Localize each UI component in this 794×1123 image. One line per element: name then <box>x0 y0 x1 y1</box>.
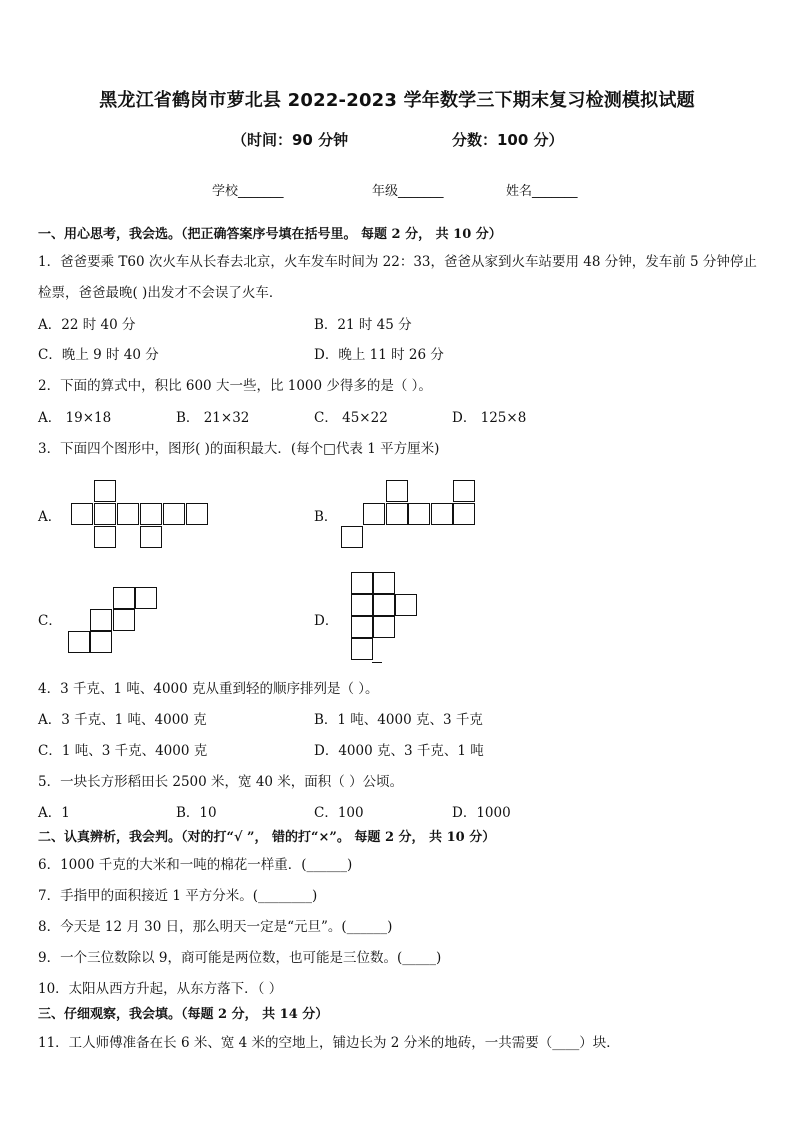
q4-option-d: D．4000 克、3 千克、1 吨 <box>314 743 484 759</box>
q2-option-b: B． 21×32 <box>176 410 250 426</box>
q4-option-c: C．1 吨、3 千克、4000 克 <box>38 743 208 759</box>
q5-option-b: B．10 <box>176 805 217 821</box>
q5-option-c: C．100 <box>314 805 364 821</box>
q1-option-a: A．22 时 40 分 <box>38 317 136 333</box>
q4-text: 4．3 千克、1 吨、4000 克从重到轻的顺序排列是（ ）。 <box>38 681 379 697</box>
q5-option-a: A．1 <box>38 805 70 821</box>
section2-header: 二、认真辨析，我会判。（对的打“√ ”， 错的打“×”。 每题 2 分， 共 10 分） <box>38 830 496 845</box>
q11-text: 11．工人师傅准备在长 6 米、宽 4 米的空地上，铺边长为 2 分米的地砖，一共需要（____）块． <box>38 1035 620 1051</box>
q2-option-a: A． 19×18 <box>38 410 112 426</box>
q3-option-a: A． <box>38 509 62 525</box>
q6-text: 6．1000 千克的大米和一吨的棉花一样重．(______) <box>38 857 353 873</box>
q2-option-d: D． 125×8 <box>452 410 527 426</box>
q5-text: 5．一块长方形稻田长 2500 米，宽 40 米，面积（ ）公顷。 <box>38 774 404 790</box>
q3-text: 3．下面四个图形中，图形( )的面积最大．(每个□代表 1 平方厘米) <box>38 441 440 457</box>
q3-option-b: B． <box>314 509 338 525</box>
q5-option-d: D．1000 <box>452 805 511 821</box>
time-info: （时间：90 分钟 <box>232 131 349 149</box>
q3-option-c: C． <box>38 613 62 629</box>
q2-text: 2．下面的算式中，积比 600 大一些，比 1000 少得多的是（ ）。 <box>38 378 432 394</box>
school-field: 学校_______ <box>212 184 284 199</box>
score-info: 分数：100 分） <box>452 131 564 149</box>
q3-option-d: D． <box>314 613 339 629</box>
name-field: 姓名_______ <box>506 184 578 199</box>
q2-option-c: C． 45×22 <box>314 410 388 426</box>
q1-line1: 1．爸爸要乘 T60 次火车从长春去北京，火车发车时间为 22：33，爸爸从家到火车站要用 48 分钟，发车前 5 分钟停止 <box>38 254 757 270</box>
q1-option-d: D．晚上 11 时 26 分 <box>314 347 444 363</box>
q7-text: 7．手指甲的面积接近 1 平方分米。(________) <box>38 888 318 904</box>
q8-text: 8．今天是 12 月 30 日，那么明天一定是“元旦”。(______) <box>38 919 393 935</box>
q10-text: 10．太阳从西方升起，从东方落下．（ ） <box>38 981 283 997</box>
q4-option-a: A．3 千克、1 吨、4000 克 <box>38 712 207 728</box>
section1-header: 一、用心思考，我会选。（把正确答案序号填在括号里。 每题 2 分， 共 10 分） <box>38 227 502 242</box>
q1-line2: 检票，爸爸最晚( )出发才不会误了火车． <box>38 285 283 301</box>
q4-option-b: B．1 吨、4000 克、3 千克 <box>314 712 483 728</box>
grade-field: 年级_______ <box>372 184 444 199</box>
figure-d-mark <box>372 662 382 663</box>
q1-option-b: B．21 时 45 分 <box>314 317 412 333</box>
q9-text: 9．一个三位数除以 9，商可能是两位数，也可能是三位数。(_____) <box>38 950 442 966</box>
q1-option-c: C．晚上 9 时 40 分 <box>38 347 159 363</box>
section3-header: 三、仔细观察，我会填。（每题 2 分， 共 14 分） <box>38 1007 329 1022</box>
page-title: 黑龙江省鹤岗市萝北县 2022-2023 学年数学三下期末复习检测模拟试题 <box>99 90 695 111</box>
